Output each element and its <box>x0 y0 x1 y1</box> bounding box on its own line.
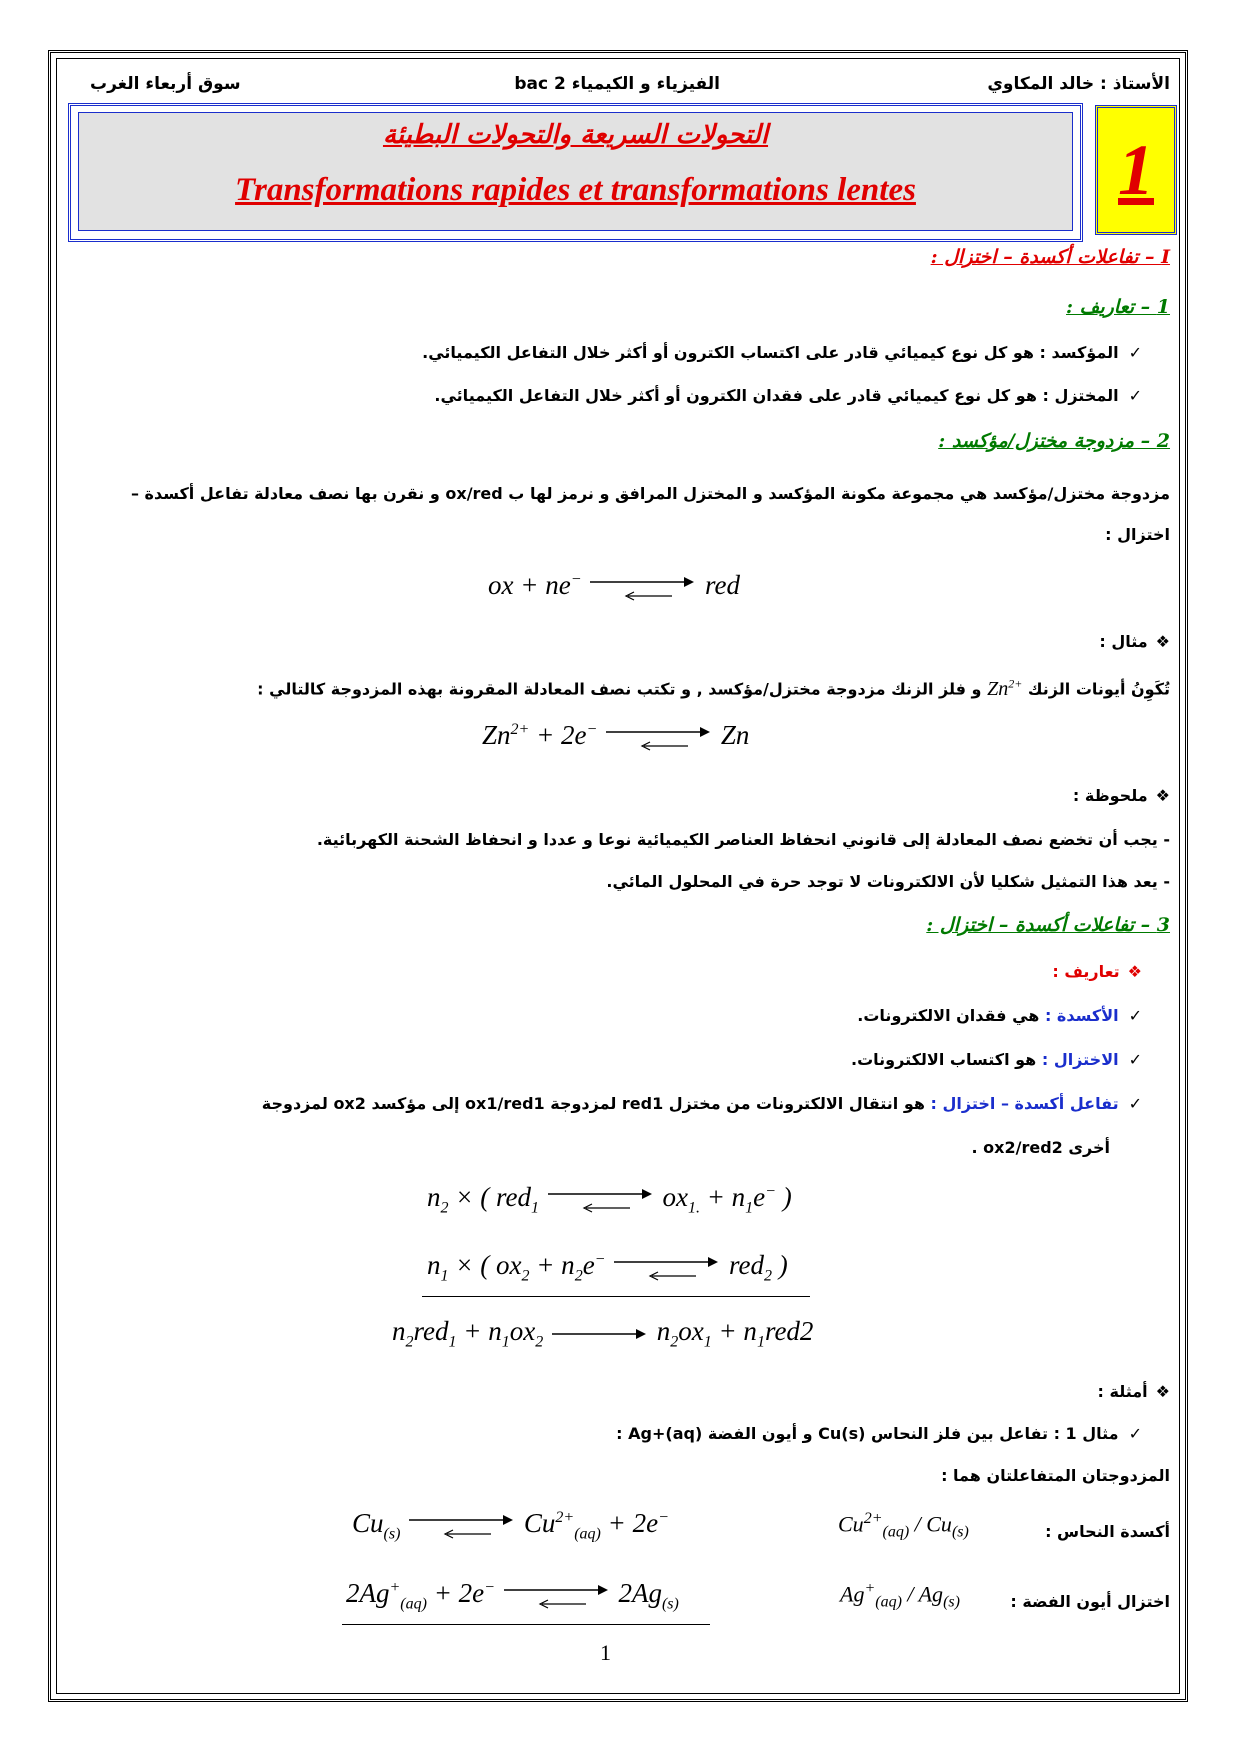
diamond-bullet-icon: ❖ <box>1155 1382 1170 1401</box>
equilibrium-arrow-icon <box>407 1506 517 1546</box>
diamond-bullet-icon: ❖ <box>1127 962 1142 981</box>
check-icon: ✓ <box>1128 1424 1142 1443</box>
school-name: سوق أربعاء الغرب <box>90 74 241 94</box>
check-icon: ✓ <box>1128 1006 1142 1025</box>
section-1-heading: I – تفاعلات أكسدة – اختزال : <box>930 246 1170 268</box>
note-2: - يعد هذا التمثيل شكليا لأن الالكترونات لا توجد حرة في المحلول المائي. <box>606 872 1170 891</box>
example-label: ❖مثال : <box>1099 632 1170 651</box>
definition-oxidation: ✓الأكسدة : هي فقدان الالكترونات. <box>857 1006 1142 1025</box>
diamond-bullet-icon: ❖ <box>1155 786 1170 805</box>
sum-line <box>422 1296 810 1297</box>
title-french: Transformations rapides et transformations lentes <box>235 172 916 208</box>
reaction-arrow-icon <box>550 1319 650 1349</box>
equation-redox-total: $n_2red_1 + n_1ox_2$ $n_2ox_1 + n_1red2$ <box>392 1316 814 1351</box>
definition-oxidant: ✓المؤكسد : هو كل نوع كيميائي قادر على اكتساب الكترون أو أكثر خلال التفاعل الكيميائي. <box>422 343 1142 362</box>
example-1: ✓مثال 1 : تفاعل بين فلز النحاس Cu(s) و أيون الفضة Ag+(aq) : <box>616 1424 1142 1443</box>
sum-line <box>342 1624 710 1625</box>
silver-couple: $Ag^+_{(aq)} / Ag_{(s)}$ <box>840 1580 960 1611</box>
equation-silver: $2Ag^+_{(aq)} + 2e^-$ $2Ag_{(s)}$ <box>346 1576 679 1616</box>
check-icon: ✓ <box>1128 1050 1142 1069</box>
subsection-3-heading: 3 – تفاعلات أكسدة – اختزال : <box>926 914 1170 936</box>
equation-general: ox + ne− red <box>488 568 740 608</box>
equilibrium-arrow-icon <box>612 1248 722 1288</box>
equilibrium-arrow-icon <box>604 718 714 758</box>
check-icon: ✓ <box>1128 343 1142 362</box>
equation-zinc: $Zn^{2+} + 2e^-$ Zn <box>482 718 749 758</box>
copper-couple: $Cu^{2+}_{(aq)} / Cu_{(s)}$ <box>838 1510 969 1541</box>
definition-redox: ✓تفاعل أكسدة – اختزال : هو انتقال الالكترونات من مختزل red1 لمزدوجة ox1/red1 إلى مؤكسد ox2 لمزدوجة <box>261 1094 1142 1113</box>
note-label: ❖ملحوظة : <box>1072 786 1170 805</box>
equation-copper: $Cu_{(s)}$ $Cu^{2+}_{(aq)} + 2e^-$ <box>352 1506 669 1546</box>
teacher-name: الأستاذ : خالد المكاوي <box>987 74 1170 94</box>
lesson-number-box <box>1095 105 1177 235</box>
check-icon: ✓ <box>1128 386 1142 405</box>
page-number: 1 <box>600 1640 611 1665</box>
definition-reduction: ✓الاختزال : هو اكتساب الالكترونات. <box>851 1050 1142 1069</box>
diamond-bullet-icon: ❖ <box>1155 632 1170 651</box>
examples-label: ❖أمثلة : <box>1097 1382 1170 1401</box>
definition-redox-line2: أخرى ox2/red2 . <box>971 1138 1110 1157</box>
couple-paragraph-line2: اختزال : <box>1105 525 1170 544</box>
definition-reductant: ✓المختزل : هو كل نوع كيميائي قادر على فقدان الكترون أو أكثر خلال التفاعل الكيميائي. <box>434 386 1142 405</box>
note-1: - يجب أن تخضع نصف المعادلة إلى قانوني انحفاظ العناصر الكيميائية نوعا و عددا و انحفاظ الشحنة الكهربائية. <box>316 830 1170 849</box>
couples-label: المزدوجتان المتفاعلتان هما : <box>941 1466 1170 1485</box>
definitions-label: ❖تعاريف : <box>1052 962 1142 981</box>
equilibrium-arrow-icon <box>588 568 698 608</box>
title-arabic: التحولات السريعة والتحولات البطيئة <box>382 120 769 150</box>
subject-label: الفيزياء و الكيمياء 2 bac <box>514 74 720 94</box>
example-text: تُكَوِنُ أيونات الزنك $Zn^{2+}$ و فلز الزنك مزدوجة مختزل/مؤكسد , و تكتب نصف المعادلة المقرونة بهذه المزدوجة كالتالي : <box>257 676 1170 700</box>
subsection-1-heading: 1 – تعاريف : <box>1066 296 1170 318</box>
check-icon: ✓ <box>1128 1094 1142 1113</box>
equation-half-2: $n_1$ × ( $ox_2 + n_2e^-$ red$_2$ ) <box>427 1248 788 1288</box>
equation-half-1: $n_2$ × ( red$_1$ $ox_{1.} + n_1e^-$ ) <box>427 1180 792 1220</box>
couple-paragraph-line1: مزدوجة مختزل/مؤكسد هي مجموعة مكونة المؤكسد و المختزل المرافق و نرمز لها ب ox/red و نقرن بها نصف معادلة تفاعل أكسدة – <box>130 484 1170 503</box>
lesson-number: 1 <box>1118 129 1154 210</box>
equilibrium-arrow-icon <box>546 1180 656 1220</box>
copper-oxidation-label: أكسدة النحاس : <box>1045 1522 1170 1541</box>
equilibrium-arrow-icon <box>502 1576 612 1616</box>
silver-reduction-label: اختزال أيون الفضة : <box>1010 1592 1170 1611</box>
subsection-2-heading: 2 – مزدوجة مختزل/مؤكسد : <box>938 430 1170 452</box>
